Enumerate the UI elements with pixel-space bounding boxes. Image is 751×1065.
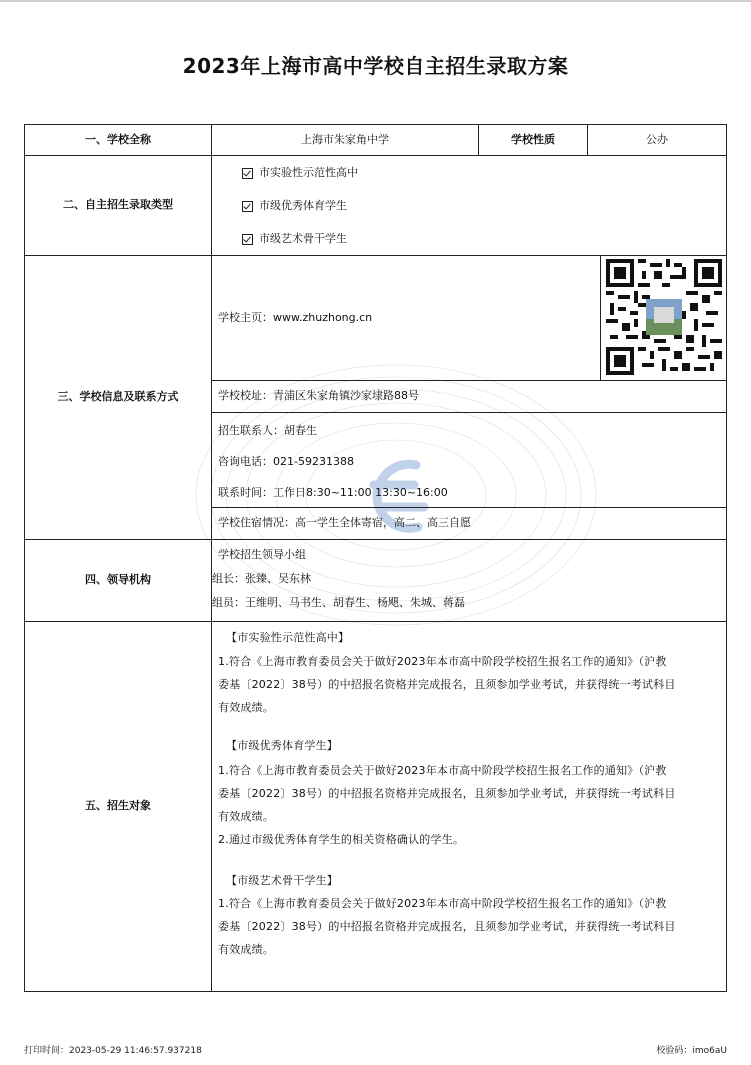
print-time: 打印时间：2023-05-29 11:46:57.937218 (24, 1046, 202, 1056)
section-heading: 【市级艺术骨干学生】 (226, 874, 338, 887)
member-names: 组员：王维明、马书生、胡春生、杨飓、朱城、蒋磊 (212, 596, 465, 609)
top-border-line (0, 0, 751, 2)
leadership-group-title: 学校招生领导小组 (218, 548, 306, 561)
admission-type-item: 市级艺术骨干学生 (242, 232, 347, 246)
admission-type-label: 二、自主招生录取类型 (24, 155, 212, 256)
admission-type-list (211, 155, 727, 256)
target-text-line: 有效成绩。 (218, 943, 274, 956)
target-label: 五、招生对象 (24, 621, 212, 992)
school-type-value: 公办 (587, 124, 727, 156)
target-text-line: 委基〔2022〕38号）的中招报名资格并完成报名，且须参加学业考试，并获得统一考试科目 (218, 678, 676, 691)
school-info-label: 三、学校信息及联系方式 (24, 255, 212, 540)
homepage-text: 学校主页：www.zhuzhong.cn (218, 310, 373, 324)
phone-text: 咨询电话：021-59231388 (218, 455, 354, 468)
target-text-line: 有效成绩。 (218, 701, 274, 714)
checkbox-checked-icon (242, 201, 253, 212)
contact-person: 招生联系人：胡春生 (218, 424, 317, 437)
boarding-text: 学校住宿情况：高一学生全体寄宿，高二、高三自愿 (218, 516, 471, 530)
school-type-label: 学校性质 (478, 124, 588, 156)
target-text-line: 1.符合《上海市教育委员会关于做好2023年本市高中阶段学校招生报名工作的通知》（沪教 (218, 764, 667, 777)
homepage-cell (211, 255, 601, 381)
target-text-line: 1.符合《上海市教育委员会关于做好2023年本市高中阶段学校招生报名工作的通知》（沪教 (218, 655, 667, 668)
target-cell (211, 621, 727, 992)
contact-hours: 联系时间：工作日8:30~11:00 13:30~16:00 (218, 486, 448, 499)
leader-names: 组长：张臻、吴东林 (212, 572, 311, 585)
target-text-line: 委基〔2022〕38号）的中招报名资格并完成报名，且须参加学业考试，并获得统一考试科目 (218, 787, 676, 800)
address-text: 学校校址：青浦区朱家角镇沙家埭路88号 (218, 389, 419, 403)
checkbox-checked-icon (242, 168, 253, 179)
target-text-line: 有效成绩。 (218, 810, 274, 823)
school-name-label: 一、学校全称 (24, 124, 212, 156)
admission-type-item: 市实验性示范性高中 (242, 166, 358, 180)
section-heading: 【市实验性示范性高中】 (226, 631, 350, 644)
school-name-value: 上海市朱家角中学 (211, 124, 479, 156)
page-title: 2023年上海市高中学校自主招生录取方案 (182, 54, 569, 78)
target-text-line: 1.符合《上海市教育委员会关于做好2023年本市高中阶段学校招生报名工作的通知》（沪教 (218, 897, 667, 910)
check-code: 校验码：imo6aU (656, 1046, 727, 1056)
checkbox-checked-icon (242, 234, 253, 245)
target-text-line: 委基〔2022〕38号）的中招报名资格并完成报名，且须参加学业考试，并获得统一考试科目 (218, 920, 676, 933)
boarding-cell (211, 507, 727, 540)
admission-type-item: 市级优秀体育学生 (242, 199, 347, 213)
qr-code-icon (606, 259, 722, 375)
section-heading: 【市级优秀体育学生】 (226, 739, 338, 752)
address-cell (211, 380, 727, 413)
contact-cell (211, 412, 727, 508)
target-text-line: 2.通过市级优秀体育学生的相关资格确认的学生。 (218, 833, 465, 846)
leadership-label: 四、领导机构 (24, 539, 212, 622)
leadership-cell (211, 539, 727, 622)
